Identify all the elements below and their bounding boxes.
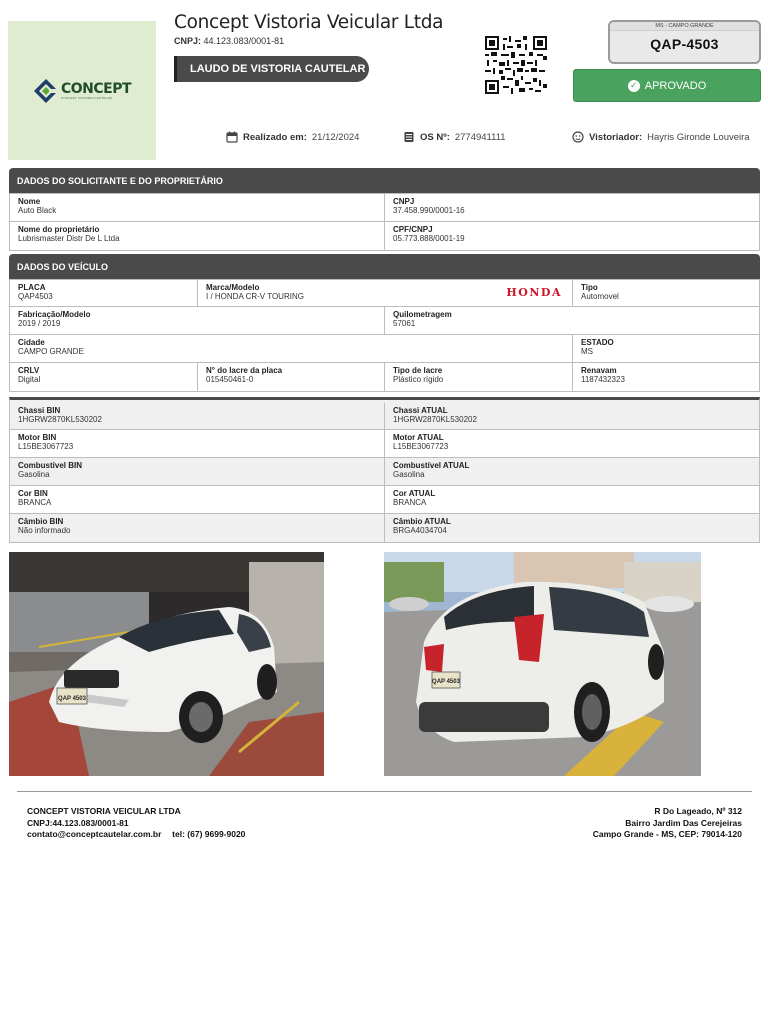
field-label: Nome do proprietário xyxy=(18,225,100,234)
footer-divider xyxy=(17,791,752,792)
solicitante-table xyxy=(9,193,760,251)
footer-address-line1: R Do Lageado, Nº 312 xyxy=(654,806,742,816)
os-number xyxy=(403,131,506,143)
field-label: Chassi ATUAL xyxy=(393,406,448,415)
field-placa xyxy=(10,280,198,306)
field-label: ESTADO xyxy=(581,338,614,347)
field-value: L15BE3067723 xyxy=(18,442,74,451)
license-plate xyxy=(608,20,761,64)
field-value: Digital xyxy=(18,375,41,384)
bin-comparison-table xyxy=(9,397,760,543)
field-label: PLACA xyxy=(18,283,46,292)
field-chassi-bin xyxy=(10,403,385,429)
field-estado xyxy=(573,335,759,362)
field-label: Motor ATUAL xyxy=(393,433,444,442)
field-value: Gasolina xyxy=(18,470,50,479)
field-nome xyxy=(10,194,385,221)
rear-plate-text: QAP 4503 xyxy=(432,679,460,685)
field-cor-atual xyxy=(385,486,759,513)
table-row xyxy=(10,514,759,542)
field-label: Chassi BIN xyxy=(18,406,61,415)
plate-number: QAP-4503 xyxy=(650,36,719,52)
field-value: Auto Black xyxy=(18,206,57,215)
field-cor-bin xyxy=(10,486,385,513)
document-list-icon xyxy=(403,131,415,143)
field-fabricacao xyxy=(10,307,385,334)
check-circle-icon: ✓ xyxy=(628,80,640,92)
field-label: CNPJ xyxy=(393,197,415,206)
field-tipo-lacre xyxy=(385,363,573,391)
field-tipo xyxy=(573,280,759,306)
field-label: Tipo de lacre xyxy=(393,366,443,375)
field-value: 1HGRW2870KL530202 xyxy=(18,415,102,424)
field-label: Marca/Modelo xyxy=(206,283,260,292)
status-label: APROVADO xyxy=(644,79,707,92)
os-value: 2774941111 xyxy=(454,131,506,143)
logo-subtext: CONCEPT VISTORIA CAUTELAR xyxy=(60,95,113,100)
footer-contact xyxy=(27,829,245,841)
field-crlv xyxy=(10,363,198,391)
footer-cnpj: CNPJ:44.123.083/0001-81 xyxy=(27,817,129,828)
field-value: 05.773.888/0001-19 xyxy=(393,234,465,243)
field-label: CRLV xyxy=(18,366,40,375)
inspector xyxy=(572,131,750,143)
field-label: Nome xyxy=(18,197,41,206)
vehicle-rear-photo[interactable] xyxy=(384,552,701,776)
field-value: 2019 / 2019 xyxy=(18,319,61,328)
footer-company-name: CONCEPT VISTORIA VEICULAR LTDA xyxy=(27,806,181,816)
field-value: QAP4503 xyxy=(18,292,53,301)
table-row xyxy=(10,458,759,486)
table-row xyxy=(10,430,759,458)
realizado-label: Realizado em: xyxy=(243,131,307,143)
field-cnpj xyxy=(385,194,759,221)
cnpj-label: CNPJ: xyxy=(174,36,202,46)
field-value: CAMPO GRANDE xyxy=(18,347,84,356)
field-cambio-bin xyxy=(10,514,385,542)
veiculo-table xyxy=(9,279,760,392)
field-renavam xyxy=(573,363,759,391)
field-value: MS xyxy=(581,347,593,356)
table-row xyxy=(10,222,759,250)
table-row xyxy=(10,363,759,391)
field-value: Plástico rígido xyxy=(393,375,444,384)
table-row xyxy=(10,335,759,363)
field-value: BRGA4034704 xyxy=(393,526,447,535)
field-marca xyxy=(198,280,573,306)
field-label: Cidade xyxy=(18,338,45,347)
table-row xyxy=(10,194,759,222)
table-row xyxy=(10,280,759,307)
vistoriador-value: Hayris Gironde Louveira xyxy=(647,131,750,143)
concept-logo-icon xyxy=(33,78,59,104)
field-label: Renavam xyxy=(581,366,617,375)
qr-code-icon[interactable] xyxy=(485,36,547,94)
approved-status-badge xyxy=(573,69,761,102)
footer-address-line3: Campo Grande - MS, CEP: 79014-120 xyxy=(592,829,742,839)
cnpj-value: 44.123.083/0001-81 xyxy=(203,36,285,46)
field-value: Não informado xyxy=(18,526,71,535)
footer-address xyxy=(593,806,742,841)
field-label: Quilometragem xyxy=(393,310,452,319)
footer-company-info xyxy=(27,806,245,841)
report-title-badge: LAUDO DE VISTORIA CAUTELAR xyxy=(174,56,369,82)
field-value: Automovel xyxy=(581,292,619,301)
field-lacre-placa xyxy=(198,363,385,391)
footer-email-link[interactable]: contato@conceptcautelar.com.br xyxy=(27,829,162,839)
section-veiculo-header: DADOS DO VEÍCULO xyxy=(9,254,760,279)
field-label: Fabricação/Modelo xyxy=(18,310,91,319)
field-motor-atual xyxy=(385,430,759,457)
inspection-date xyxy=(226,131,359,143)
field-value: 1HGRW2870KL530202 xyxy=(393,415,477,424)
field-value: 015450461-0 xyxy=(206,375,254,384)
field-value: Gasolina xyxy=(393,470,425,479)
field-label: Combustível BIN xyxy=(18,461,83,470)
realizado-value: 21/12/2024 xyxy=(311,131,360,143)
field-label: Cor ATUAL xyxy=(393,489,436,498)
field-combustivel-atual xyxy=(385,458,759,485)
field-label: CPF/CNPJ xyxy=(393,225,433,234)
company-logo xyxy=(33,78,131,104)
front-plate-text: QAP 4503 xyxy=(58,696,86,702)
field-proprietario xyxy=(10,222,385,250)
field-combustivel-bin xyxy=(10,458,385,485)
calendar-icon xyxy=(226,131,238,143)
field-cpfcnpj xyxy=(385,222,759,250)
table-row xyxy=(10,307,759,335)
table-row xyxy=(10,486,759,514)
field-value: BRANCA xyxy=(18,498,52,507)
footer-tel-label: tel: xyxy=(172,829,185,839)
field-cidade xyxy=(10,335,573,362)
logo-text: CONCEPT xyxy=(60,80,132,97)
field-quilometragem xyxy=(385,307,759,334)
field-label: Câmbio ATUAL xyxy=(393,517,451,526)
field-value: I / HONDA CR-V TOURING xyxy=(206,292,304,301)
field-label: Tipo xyxy=(581,283,598,292)
user-face-icon xyxy=(572,131,584,143)
honda-brand-logo: HONDA xyxy=(506,286,562,299)
field-value: 37.458.990/0001-16 xyxy=(393,206,465,215)
vehicle-front-photo[interactable] xyxy=(9,552,324,776)
os-label: OS Nº: xyxy=(420,131,450,143)
field-value: 1187432323 xyxy=(581,375,625,384)
field-label: Combustível ATUAL xyxy=(393,461,470,470)
field-value: BRANCA xyxy=(393,498,427,507)
field-value: Lubrismaster Distr De L Ltda xyxy=(18,234,120,243)
vistoriador-label: Vistoriador: xyxy=(589,131,643,143)
field-motor-bin xyxy=(10,430,385,457)
company-cnpj xyxy=(174,36,284,46)
field-cambio-atual xyxy=(385,514,759,542)
footer-address-line2: Bairro Jardim Das Cerejeiras xyxy=(625,817,742,828)
field-label: Câmbio BIN xyxy=(18,517,64,526)
field-chassi-atual xyxy=(385,403,759,429)
company-logo-box xyxy=(8,21,156,160)
field-label: N° do lacre da placa xyxy=(206,366,283,375)
plate-region: MS - CAMPO GRANDE xyxy=(610,22,759,31)
field-label: Motor BIN xyxy=(18,433,57,442)
company-name: Concept Vistoria Veicular Ltda xyxy=(174,12,444,33)
footer-tel-value[interactable]: (67) 9699-9020 xyxy=(187,829,246,839)
section-solicitante-header: DADOS DO SOLICITANTE E DO PROPRIETÁRIO xyxy=(9,168,760,193)
field-label: Cor BIN xyxy=(18,489,48,498)
table-row xyxy=(10,400,759,430)
field-value: 57061 xyxy=(393,319,416,328)
field-value: L15BE3067723 xyxy=(393,442,449,451)
